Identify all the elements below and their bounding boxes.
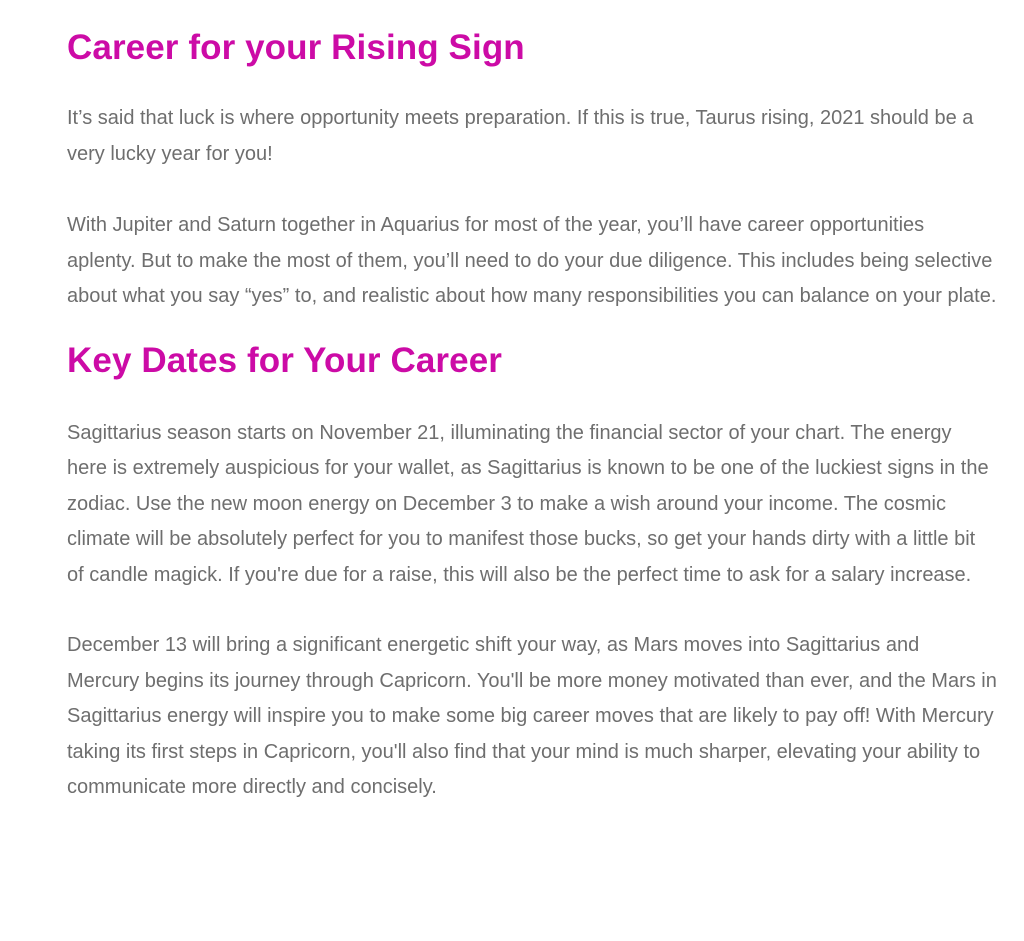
paragraph-luck: It’s said that luck is where opportunity meets preparation. If this is true, Taurus rising, 2021 should be a very lucky year for you!: [67, 107, 974, 165]
section-heading-key-dates: Key Dates for Your Career: [67, 340, 502, 380]
section-heading-career: Career for your Rising Sign: [67, 28, 525, 67]
article-content: [67, 24, 997, 806]
paragraph-jupiter-saturn: With Jupiter and Saturn together in Aquarius for most of the year, you’ll have career opportunities aplenty. But to make the most of them, you’ll need to do your due diligence. This includes being selective about what you say “yes” to, and realistic about how many responsibilities you can balance on your plate.: [67, 214, 997, 307]
paragraph-sagittarius-season: Sagittarius season starts on November 21, illuminating the financial sector of your chart. The energy here is extremely auspicious for your wallet, as Sagittarius is known to be one of the luckiest signs in the zodiac. Use the new moon energy on December 3 to make a wish around your income. The cosmic climate will be absolutely perfect for you to manifest those bucks, so get your hands dirty with a little bit of candle magick. If you're due for a raise, this will also be the perfect time to ask for a salary increase.: [67, 421, 989, 586]
paragraph-december-13: December 13 will bring a significant energetic shift your way, as Mars moves into Sagittarius and Mercury begins its journey through Capricorn. You'll be more money motivated than ever, and the Mars in Sagittarius energy will inspire you to make some big career moves that are likely to pay off! With Mercury taking its first steps in Capricorn, you'll also find that your mind is much sharper, elevating your ability to communicate more directly and concisely.: [67, 634, 997, 798]
